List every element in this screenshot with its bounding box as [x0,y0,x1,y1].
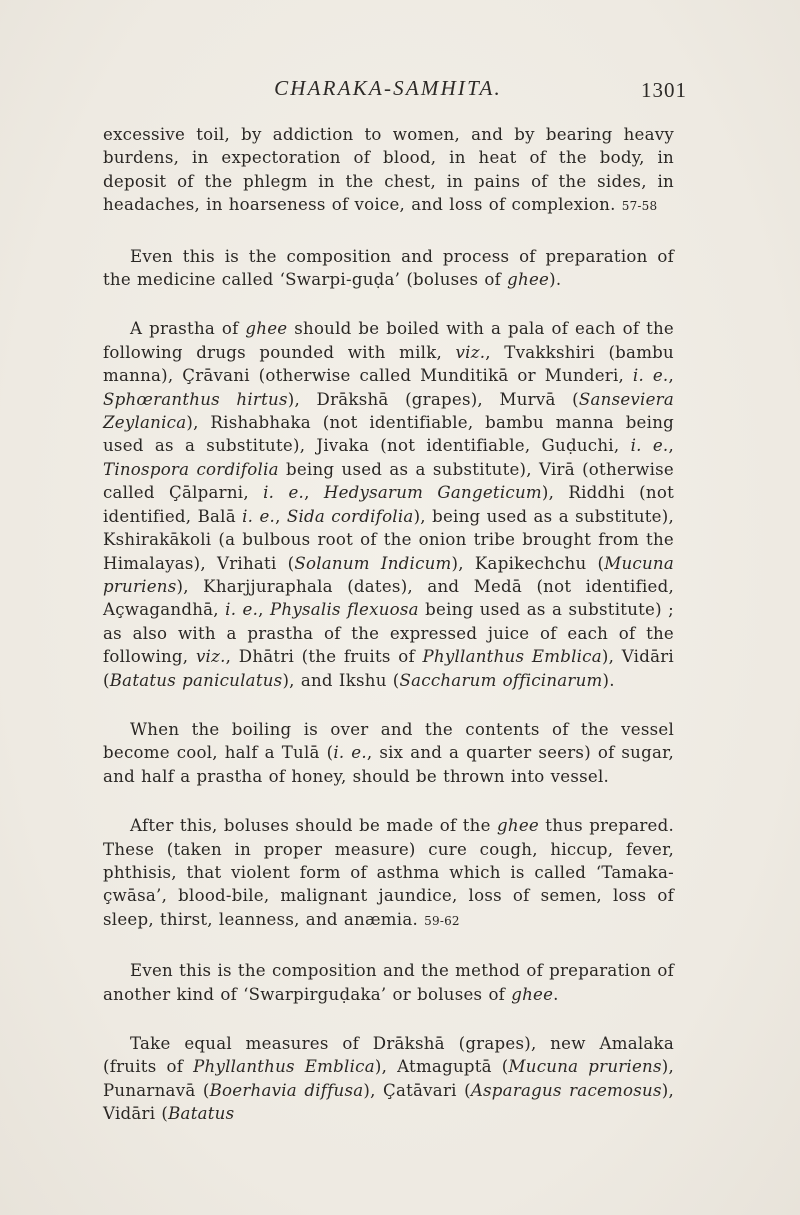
text-run: Take equal measures of Drākshā (grapes), new Amalaka (fruits of [103,1034,674,1077]
italic-text: ghee [511,984,554,1004]
text-run: ), Kapikechchu ( [451,553,605,573]
italic-text: ghee [507,270,550,290]
italic-text: Phyllanthus Emblica [193,1057,375,1077]
text-run: After this, boluses should be made of the [130,816,498,836]
text-run: Even this is the composition and process of preparation of the medicine called ‘Swarpi-guḍa’ (boluses of [103,246,674,290]
paragraph [103,123,674,219]
text-run: , [668,366,674,386]
text-run: . [553,984,559,1004]
text-run: excessive toil, by addiction to women, and by bearing heavy burdens, in expectoration of blood, in heat of the body, in deposit of the phlegm in the chest, in pains of the sides, in headaches, in hoarseness of voice, and loss of complexion. [103,125,674,215]
running-title: CHARAKA-SAMHITA. [274,76,502,100]
italic-text: Tinospora cordifolia [103,459,279,479]
paragraph [103,317,674,692]
italic-text: ghee [245,319,288,339]
text-run: A prastha of [130,319,246,339]
italic-text: Solanum Indicum [294,553,452,573]
italic-text: Boerhavia diffusa [209,1080,364,1100]
text-run: , [258,600,271,620]
verse-number: 57-58 [621,199,658,214]
text-run: being used as a substitute) ; as also with a prastha of the expressed juice of each of the following, [103,600,675,667]
italic-text: Phyllanthus Emblica [422,647,602,667]
paragraph [103,1032,674,1126]
text-run: ), Rishabhaka (not identifiable, bambu manna being used as a substitute), Jivaka (not identifiable, Guḍuchi, [103,413,674,456]
text-run: ), and Ikshu ( [282,670,400,690]
italic-text: Sida cordifolia [286,506,414,526]
italic-text: viz. [195,647,226,667]
text-run: , [275,506,287,526]
paragraph [103,959,674,1006]
page-number: 1301 [641,78,687,102]
italic-text: Physalis flexuosa [270,600,419,620]
text-run: being used as a substitute), Virā (otherwise called Çālparni, [103,459,674,503]
text-run: should be boiled with a pala of each of the following drugs pounded with milk, [103,319,675,362]
paragraph [103,718,674,788]
text-run: , [668,436,674,456]
italic-text: Sanseviera Zeylanica [103,389,674,433]
italic-text: Saccharum officinarum [399,670,603,690]
text-run: ). [549,270,562,290]
italic-text: Mucuna pruriens [508,1057,662,1077]
text-run: ), Punarnavā ( [103,1057,675,1100]
text-run: ), Drākshā (grapes), Murvā ( [287,389,579,409]
italic-text: Batatus [168,1104,235,1124]
italic-text: Batatus paniculatus [109,670,283,690]
text-run: thus prepared. These (taken in proper measure) cure cough, hiccup, fever, phthisis, that violent form of asthma which is called ‘Tamaka-çwāsa’, blood-bile, malignant jaundice, loss of semen, loss of sleep, thirst, leanness, and anæmia. [103,816,674,929]
italic-text: Sphœranthus hirtus [103,389,288,409]
italic-text: ghee [497,816,539,836]
italic-text: Asparagus racemosus [470,1080,662,1100]
italic-text: i. e. [263,483,305,503]
text-run: , [304,483,324,503]
running-head [103,76,673,104]
text-run: , six and a quarter seers) of sugar, and half a prastha of honey, should be thrown into vessel. [103,743,674,786]
italic-text: Hedysarum Gangeticum [323,483,542,503]
italic-text: viz. [455,342,486,362]
paragraph [103,245,674,292]
italic-text: i. e. [333,743,367,763]
text-run: ). [602,670,615,690]
italic-text: i. e. [630,436,669,456]
text-run: ), Kharjjuraphala (dates), and Medā (not identified, Açwagandhā, [103,576,674,620]
text-run: ), being used as a substitute), Kshirakākoli (a bulbous root of the onion tribe brought from the Himalayas), Vrihati ( [103,506,674,573]
text-run: , Dhātri (the fruits of [225,647,423,667]
text-run: ), Atmaguptā ( [374,1057,509,1077]
paragraph [103,814,674,933]
verse-number: 59-62 [424,913,460,928]
text-run: When the boiling is over and the contents of the vessel become cool, half a Tulā ( [103,719,674,763]
text-run: ), Vidāri ( [103,1080,675,1124]
text-run: , Tvakkshiri (bambu manna), Çrāvani (otherwise called Munditikā or Munderi, [103,342,674,386]
text-run: ), Riddhi (not identified, Balā [103,483,674,526]
text-run: ), Çatāvari ( [363,1080,471,1100]
italic-text: i. e. [242,506,276,526]
text-run: ), Vidāri ( [103,647,674,690]
italic-text: Mucuna pruriens [103,553,674,596]
italic-text: i. e. [225,600,259,620]
text-run: Even this is the composition and the method of preparation of another kind of ‘Swarpirguḍaka’ or boluses of [103,961,674,1004]
italic-text: i. e. [632,366,669,386]
body-text [103,123,674,1152]
